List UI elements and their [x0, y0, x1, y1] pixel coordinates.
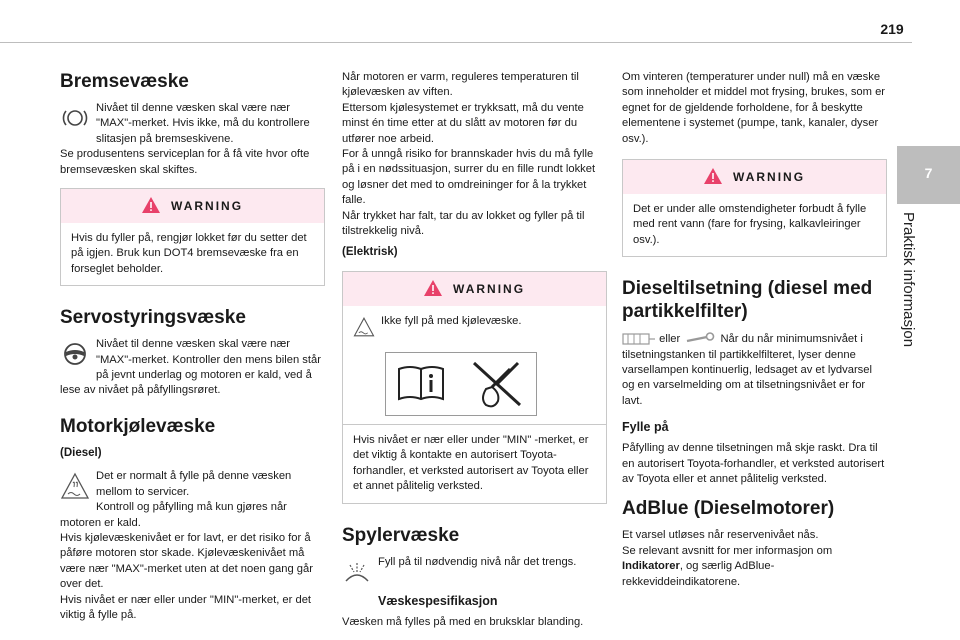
coolant-block [60, 469, 325, 623]
windscreen-washer-icon [342, 557, 372, 587]
adblue-text-c: , og særlig AdBlue-rekkeviddeindikatorene. [622, 560, 775, 588]
chapter-title-wrap [900, 212, 928, 362]
warning-box-2-header [343, 272, 606, 306]
washer-fluid-text: Fyll på til nødvendig nivå når det trengs. [378, 555, 577, 568]
adblue-text-a: Et varsel utløses når reservenivået nås. [622, 529, 819, 542]
indicators-link[interactable]: Indikatorer [622, 560, 680, 573]
brake-fluid-heading: Bremsevæske [60, 71, 189, 92]
warning-box-3-header [623, 160, 886, 194]
adblue-heading: AdBlue (Dieselmotorer) [622, 498, 835, 520]
washer-fluid-block [342, 555, 607, 587]
coolant-heading: Motorkjølevæske [60, 415, 216, 437]
steering-fluid-heading: Servostyringsvæske [60, 307, 246, 329]
warning-triangle-icon [142, 197, 160, 213]
header-rule [0, 42, 912, 43]
page-number: 219 [880, 21, 904, 37]
warning-triangle-icon [704, 168, 722, 184]
or-word: eller [659, 333, 681, 346]
manual-book-icon [396, 363, 446, 403]
brake-fluid-block [60, 101, 325, 178]
winter-text: Om vinteren (temperaturer under null) må en væske som inneholder et middel mot frysing, brukes, som er egnet for de gjeldende forholdene, for å beskytte elementene i systemet (pumpe, tank, kanaler, dyser osv.). [622, 71, 886, 145]
hot-coolant-warning-icon [60, 471, 90, 501]
topup-heading: Fylle på [622, 420, 669, 435]
column-3 [622, 70, 887, 590]
warning-box-2-figure [385, 352, 537, 416]
warning-box-2-intro [343, 306, 606, 346]
diesel-additive-text: Når du når minimumsnivået i tilsetningstanken til partikkelfilteret, lyser denne varsellampen kontinuerlig, ledsaget av et lydvarsel og en varselmelding om at tilsetningsnivået er for lavt. [622, 333, 872, 407]
warning-box-1-header [61, 189, 324, 223]
coolant-cont-text-4: Når trykket har falt, tar du av lokket og fyller på til tilstrekkelig nivå. [342, 209, 585, 238]
coolant-electric-subtitle: (Elektrisk) [342, 246, 398, 259]
no-coolant-refill-icon [466, 359, 526, 409]
spanner-icon [683, 331, 717, 347]
brake-fluid-text-2: Se produsentens serviceplan for å få vite hvor ofte bremsevæsken skal skiftes. [60, 148, 310, 176]
warning-box-2-text: Ikke fyll på med kjølevæske. [381, 314, 522, 327]
warning-box-2-body: Hvis nivået er nær eller under "MIN" -merket, er det viktig å kontakte en autorisert Toyota-forhandler, et verksted autorisert av Toyota eller et annet pålitelig verksted. [353, 433, 589, 493]
filter-warning-lamp-icon [622, 331, 656, 347]
warning-box-2-row [353, 314, 596, 338]
warning-box-2-title: WARNING [453, 281, 526, 296]
steering-fluid-text: Nivået til denne væsken skal være nær "MAX"-merket. Kontroller den mens bilen står på jevnt underlag og motoren er kald, ved å lese av nivået på påfyllingsrøret. [60, 338, 321, 397]
adblue-text-b-wrap [622, 544, 887, 590]
warning-box-3 [622, 159, 887, 257]
fluid-spec-text: Væsken må fylles på med en bruksklar blanding. [342, 615, 584, 628]
column-2 [342, 70, 607, 630]
coolant-cont-text-3: For å unngå risiko for brannskader hvis du må fylle på i en nødssituasjon, surrer du en fille rundt lokket og løsner det med to omdreininger for å la trykket falle. [342, 148, 596, 207]
topup-text: Påfylling av denne tilsetningen må skje raskt. Dra til en autorisert Toyota-forhandler, et verksted autorisert av Toyota eller et annet pålitelig verksted. [622, 442, 885, 486]
coolant-text-4: Hvis nivået er nær eller under "MIN"-merket, er det viktig å fylle på. [60, 593, 312, 621]
brake-fluid-text: Nivået til denne væsken skal være nær "MAX"-merket. Hvis ikke, må du kontrollere slitasjen på bremseskivene. [96, 102, 310, 145]
chapter-number: 7 [924, 165, 933, 181]
warning-box-3-title: WARNING [733, 170, 806, 185]
coolant-text: Det er normalt å fylle på denne væsken mellom to servicer. [96, 470, 292, 498]
diesel-additive-block [622, 331, 887, 409]
coolant-cont-text-2: Ettersom kjølesystemet er trykksatt, må du vente minst én time etter at du slått av motoren før du utfører noe arbeid. [342, 101, 584, 145]
warning-box-2 [342, 271, 607, 504]
warning-box-3-body: Det er under alle omstendigheter forbudt å fylle med rent vann (fare for frysing, kalkavleiringer osv.). [633, 203, 867, 246]
column-1 [60, 70, 325, 629]
warning-box-1-title: WARNING [171, 199, 244, 214]
steering-fluid-block [60, 337, 325, 399]
coolant-text-3: Hvis kjølevæskenivået er for lavt, er det risiko for å påføre motoren stor skade. Kjølevæskenivået må være nær "MAX"-merket uten at det noen gang går over det. [60, 531, 313, 591]
warning-box-1-body: Hvis du fyller på, rengjør lokket før du setter det på igjen. Bruk kun DOT4 bremsevæske fra en forseglet beholder. [71, 232, 307, 275]
coolant-diesel-subtitle: (Diesel) [60, 446, 102, 459]
chapter-title: Praktisk informasjon [900, 212, 917, 348]
washer-fluid-heading: Spylervæske [342, 524, 460, 546]
warning-box-1 [60, 188, 325, 286]
diesel-additive-heading: Dieseltilsetning (diesel med partikkelfilter) [622, 278, 873, 323]
steering-wheel-icon [60, 339, 90, 369]
hot-coolant-warning-icon [353, 316, 375, 338]
coolant-text-2: Kontroll og påfylling må kun gjøres når motoren er kald. [60, 501, 287, 529]
fluid-spec-heading: Væskespesifikasjon [378, 593, 498, 608]
warning-triangle-icon [424, 280, 442, 296]
coolant-cont-text: Når motoren er varm, reguleres temperaturen til kjølevæsken av viften. [342, 71, 579, 99]
adblue-text-b: Se relevant avsnitt for mer informasjon om [622, 544, 833, 557]
brake-fluid-icon [60, 103, 90, 133]
